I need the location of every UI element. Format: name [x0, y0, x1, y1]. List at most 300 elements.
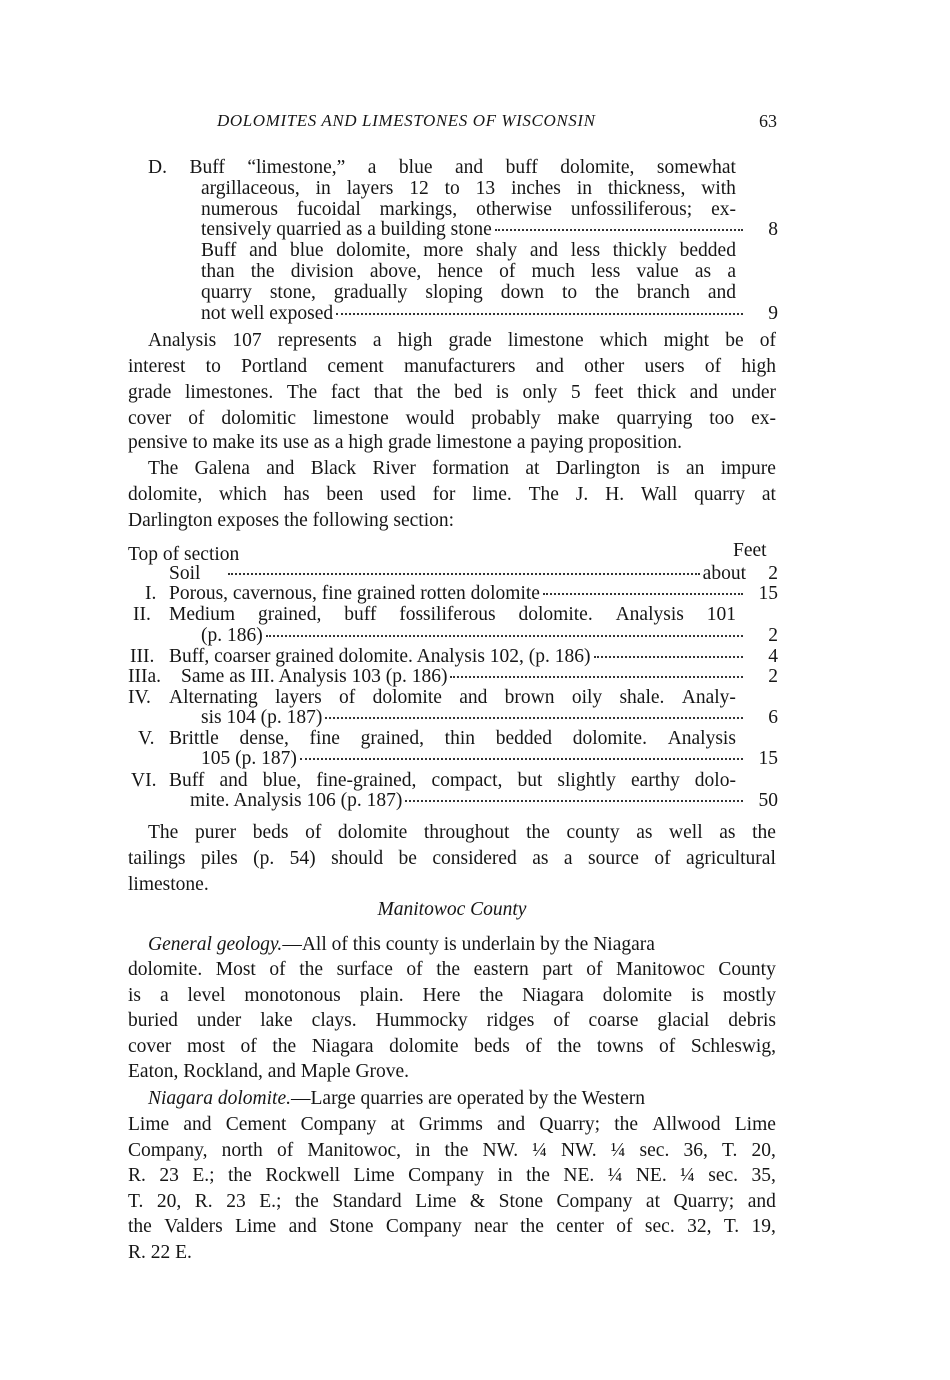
word: of — [586, 959, 603, 980]
word: would — [405, 408, 455, 429]
word: represents — [277, 330, 357, 351]
word: source — [587, 848, 639, 869]
word: “limestone,” — [247, 157, 346, 178]
word: dolomite. — [128, 959, 203, 980]
word: under — [196, 1010, 242, 1031]
word: at — [645, 1191, 660, 1212]
word: Allwood — [652, 1114, 721, 1135]
word: dolomite — [372, 687, 442, 708]
word: the — [479, 985, 504, 1006]
word: markings, — [379, 199, 458, 220]
feet-value: 8 — [768, 219, 778, 240]
word: fine — [309, 728, 340, 749]
word: of — [339, 687, 356, 708]
para5-line-2 — [128, 1114, 776, 1136]
table-row-iiia — [181, 666, 778, 688]
word: Company — [385, 1216, 462, 1237]
word: somewhat — [656, 157, 736, 178]
word: the — [436, 959, 461, 980]
word: of — [406, 959, 423, 980]
word: earthy — [631, 770, 680, 791]
word: purer — [194, 822, 237, 843]
word: the — [128, 1216, 152, 1237]
word: part — [542, 959, 573, 980]
word: Black — [310, 458, 357, 479]
word: debris — [728, 1010, 776, 1031]
word: the — [526, 1165, 550, 1186]
word: formation — [432, 458, 510, 479]
word: Company — [556, 1191, 633, 1212]
word: unfossiliferous; — [570, 199, 693, 220]
word: numerous — [201, 199, 278, 220]
row-text-continued: sis 104 (p. 187) — [201, 707, 323, 728]
word: bedded — [495, 728, 553, 749]
word: dolomite — [337, 822, 408, 843]
word: a — [367, 157, 377, 178]
word: sec. — [644, 1216, 675, 1237]
word: the — [228, 1165, 252, 1186]
table-row-v — [201, 748, 778, 770]
word: Analysis — [148, 330, 217, 351]
word: Portland — [241, 356, 308, 377]
word: Lime — [734, 1114, 776, 1135]
word: near — [474, 1216, 508, 1237]
word: throughout — [423, 822, 510, 843]
section-d-line-4: tensively quarried as a building stone — [201, 219, 492, 240]
word: Niagara — [311, 1036, 374, 1057]
word: NE. — [635, 1165, 667, 1186]
word: feet — [594, 382, 624, 403]
feet-value: 4 — [768, 646, 778, 667]
word: of — [499, 261, 516, 282]
word: ¼ — [680, 1165, 695, 1186]
dot-leader — [450, 676, 743, 678]
para1-line-5: pensive to make its use as a high grade limestone a paying proposition. — [128, 432, 683, 453]
para1-line-2 — [128, 356, 776, 378]
word: 12 — [409, 178, 429, 199]
word: dolomite, — [128, 484, 203, 505]
word: has — [283, 484, 310, 505]
word: the — [272, 1036, 297, 1057]
word: Lime — [415, 1191, 457, 1212]
word: Brittle — [169, 728, 219, 749]
row-numeral: VI. — [131, 770, 157, 791]
row-text-continued: mite. Analysis 106 (p. 187) — [190, 790, 403, 811]
word: other — [584, 356, 625, 377]
word: oily — [571, 687, 603, 708]
word: J. — [575, 484, 589, 505]
word: Company, — [128, 1140, 208, 1161]
word: to — [205, 356, 221, 377]
word: quarry — [694, 484, 746, 505]
para4-line-6: Eaton, Rockland, and Maple Grove. — [128, 1061, 410, 1082]
word: which — [219, 484, 267, 505]
word: 19, — [751, 1216, 776, 1237]
word: should — [331, 848, 384, 869]
dot-leader — [495, 229, 743, 231]
word: Manitowoc — [616, 959, 705, 980]
para4-heading: General geology. — [148, 934, 283, 955]
word: Niagara — [522, 985, 584, 1006]
word: fact — [330, 382, 361, 403]
word: most — [186, 1036, 225, 1057]
word: dolomite. — [518, 604, 593, 625]
word: Quarry; — [539, 1114, 601, 1135]
word: the — [752, 822, 776, 843]
word: and — [459, 687, 488, 708]
word: and — [249, 240, 278, 261]
word: 36, — [683, 1140, 708, 1161]
word: Quarry; — [673, 1191, 735, 1212]
word: cover — [128, 408, 172, 429]
word: Most — [215, 959, 256, 980]
word: and — [266, 458, 295, 479]
word: towns — [596, 1036, 644, 1057]
word: 101 — [706, 604, 736, 625]
para5-line-4 — [128, 1165, 776, 1187]
word: Buff — [201, 240, 237, 261]
word: dense, — [239, 728, 289, 749]
feet-value: 50 — [758, 790, 778, 811]
word: stone, — [269, 282, 316, 303]
word: as — [694, 261, 712, 282]
word: and — [535, 356, 564, 377]
word: the — [595, 282, 619, 303]
word: manufacturers — [403, 356, 516, 377]
word: high — [397, 330, 433, 351]
dot-leader — [266, 635, 743, 637]
word: argillaceous, — [201, 178, 300, 199]
row-numeral: IV. — [128, 687, 151, 708]
word: plain. — [359, 985, 404, 1006]
word: T. — [722, 1140, 738, 1161]
word: Galena — [194, 458, 250, 479]
word: lake — [260, 1010, 293, 1031]
word: The — [148, 458, 179, 479]
word: 107 — [232, 330, 262, 351]
word: but — [517, 770, 543, 791]
word: bed — [454, 382, 483, 403]
word: H. — [605, 484, 625, 505]
word: beds — [252, 822, 289, 843]
para2-line-3: Darlington exposes the following section: — [128, 510, 455, 531]
word: otherwise — [476, 199, 552, 220]
row-text: Buff, coarser grained dolomite. Analysis 102, (p. 186) — [169, 646, 591, 667]
word: is — [656, 458, 670, 479]
word: dolomite — [602, 985, 673, 1006]
word: of — [616, 1216, 633, 1237]
word: buried — [128, 1010, 178, 1031]
word: is — [690, 985, 704, 1006]
word: grained, — [257, 604, 322, 625]
word: Rockwell — [265, 1165, 341, 1186]
para4-line-1 — [148, 934, 776, 956]
para1-line-4 — [128, 408, 776, 430]
para5-heading: Niagara dolomite. — [148, 1088, 292, 1109]
word: and — [707, 282, 736, 303]
word: slightly — [557, 770, 616, 791]
row-numeral: II. — [133, 604, 151, 625]
word: an — [685, 458, 705, 479]
word: dolomite, — [336, 240, 411, 261]
word: The — [528, 484, 559, 505]
word: level — [187, 985, 226, 1006]
word: The — [148, 822, 179, 843]
word: piles — [200, 848, 238, 869]
word: under — [731, 382, 776, 403]
word: 23 — [226, 1191, 246, 1212]
feet-value: 6 — [768, 707, 778, 728]
para1-line-1 — [148, 330, 776, 352]
para2-line-1 — [148, 458, 776, 480]
word: of — [659, 1036, 676, 1057]
word: is — [495, 382, 509, 403]
feet-value: 2 — [768, 666, 778, 687]
section-d-row-building-stone — [201, 219, 778, 241]
word: the — [299, 959, 324, 980]
word: of — [704, 356, 722, 377]
word: dolo- — [694, 770, 736, 791]
word: of — [269, 959, 286, 980]
table-unit-feet: Feet — [733, 540, 767, 561]
section-d-line-8: not well exposed — [201, 303, 334, 324]
word: ridges — [486, 1010, 535, 1031]
para4-line-2 — [128, 959, 776, 981]
para4-line-3 — [128, 985, 776, 1007]
dot-leader — [228, 573, 699, 575]
word: E.; — [192, 1165, 215, 1186]
word: surface — [336, 959, 393, 980]
word: the — [526, 822, 550, 843]
word: Company — [408, 1165, 484, 1186]
section-d-line-5 — [201, 240, 736, 262]
word: division — [290, 261, 354, 282]
word: a — [727, 261, 736, 282]
word: blue, — [262, 770, 302, 791]
word: hence — [437, 261, 483, 282]
word: considered — [432, 848, 517, 869]
table-row-vi — [190, 790, 778, 812]
word: in — [497, 1165, 513, 1186]
word: dolomite. — [572, 728, 647, 749]
word: sec. — [708, 1165, 739, 1186]
para5-line-1 — [148, 1088, 776, 1110]
word: fine-grained, — [316, 770, 417, 791]
para4-line-5 — [128, 1036, 776, 1058]
word: thickly — [612, 240, 667, 261]
word: and — [288, 1216, 317, 1237]
word: inches — [511, 178, 561, 199]
word: might — [663, 330, 710, 351]
word: tailings — [128, 848, 186, 869]
word: branch — [636, 282, 690, 303]
para5-line-7: R. 22 E. — [128, 1242, 192, 1263]
running-header-title: DOLOMITES AND LIMESTONES OF WISCONSIN — [217, 111, 596, 130]
word: fossiliferous — [399, 604, 496, 625]
word: in — [315, 178, 331, 199]
word: cover — [128, 1036, 172, 1057]
para5-line-3 — [128, 1140, 776, 1162]
word: Buff — [169, 770, 205, 791]
word: interest — [128, 356, 186, 377]
word: blue — [398, 157, 433, 178]
word: a — [372, 330, 382, 351]
word: at — [525, 458, 540, 479]
word: 5 — [570, 382, 581, 403]
word: dolomite — [389, 1036, 459, 1057]
word: ex- — [751, 408, 776, 429]
word: The — [286, 382, 318, 403]
word: value — [636, 261, 679, 282]
word: thin — [444, 728, 476, 749]
word: eastern — [473, 959, 529, 980]
word: which — [599, 330, 648, 351]
word: be — [398, 848, 417, 869]
word: more — [423, 240, 464, 261]
word: only — [522, 382, 558, 403]
para4-text: —All of this county is underlain by the Niagara — [282, 934, 655, 955]
word: of — [654, 848, 671, 869]
word: Analy- — [681, 687, 736, 708]
word: and — [454, 157, 484, 178]
word: county — [566, 822, 620, 843]
dot-leader — [405, 800, 743, 802]
row-text-continued: (p. 186) — [201, 625, 263, 646]
word: fucoidal — [296, 199, 361, 220]
word: of — [188, 408, 205, 429]
word: make — [557, 408, 600, 429]
word: dolomitic — [221, 408, 297, 429]
word: and — [183, 1114, 212, 1135]
para3-line-3: limestone. — [128, 874, 209, 895]
word: impure — [720, 458, 776, 479]
word: clays. — [311, 1010, 357, 1031]
word: Darlington — [555, 458, 641, 479]
row-numeral: IIIa. — [128, 666, 162, 687]
word: the — [250, 261, 275, 282]
row-numeral: I. — [145, 583, 157, 604]
para2-line-2 — [128, 484, 776, 506]
section-d-line-6 — [201, 261, 736, 283]
word: dolomite, — [560, 157, 635, 178]
word: sec. — [639, 1140, 670, 1161]
word: at — [761, 484, 776, 505]
word: used — [380, 484, 416, 505]
word: of — [759, 330, 776, 351]
word: County — [718, 959, 776, 980]
word: Schleswig, — [690, 1036, 776, 1057]
word: Stone — [329, 1216, 374, 1237]
word: cement — [327, 356, 384, 377]
word: of — [553, 1010, 570, 1031]
word: with — [701, 178, 736, 199]
word: 20, — [751, 1140, 776, 1161]
word: Wall — [640, 484, 678, 505]
word: quarrying — [616, 408, 693, 429]
word: Manitowoc, — [307, 1140, 402, 1161]
word: and — [747, 1191, 776, 1212]
word: the — [416, 382, 441, 403]
word: ex- — [711, 199, 736, 220]
word: thickness, — [607, 178, 686, 199]
word: T. — [723, 1216, 740, 1237]
word: glacial — [657, 1010, 710, 1031]
word: mostly — [722, 985, 776, 1006]
word: Analysis — [615, 604, 684, 625]
word: Company — [300, 1114, 377, 1135]
word: R. — [194, 1191, 213, 1212]
word: ¼ — [607, 1165, 623, 1186]
row-text — [169, 728, 736, 750]
word: E.; — [259, 1191, 282, 1212]
word: as — [532, 848, 549, 869]
word: lime. — [472, 484, 512, 505]
word: beds — [474, 1036, 510, 1057]
word: compact, — [431, 770, 503, 791]
county-heading: Manitowoc County — [377, 899, 527, 920]
feet-value: 2 — [768, 563, 778, 584]
word: as — [719, 822, 736, 843]
row-text — [169, 604, 736, 626]
word: the — [614, 1114, 639, 1135]
word: 54) — [289, 848, 316, 869]
table-row-ii — [201, 625, 778, 647]
word: and — [529, 240, 559, 261]
word: blue — [290, 240, 324, 261]
word: 35, — [751, 1165, 776, 1186]
page-number: 63 — [759, 111, 777, 131]
word: grade — [448, 330, 492, 351]
row-text: Same as III. Analysis 103 (p. 186) — [181, 666, 448, 687]
word: 23 — [159, 1165, 179, 1186]
word: agricultural — [685, 848, 776, 869]
word: down — [500, 282, 545, 303]
word: been — [326, 484, 364, 505]
word: at — [390, 1114, 405, 1135]
word: ¼ — [610, 1140, 626, 1161]
word: and — [497, 1114, 526, 1135]
word: sloping — [425, 282, 483, 303]
word: grade — [128, 382, 172, 403]
word: Lime — [235, 1216, 277, 1237]
dot-leader — [325, 717, 743, 719]
word: (p. — [253, 848, 275, 869]
word: limestones. — [184, 382, 274, 403]
para5-line-5 — [128, 1191, 776, 1213]
word: gradually — [333, 282, 408, 303]
word: layers — [275, 687, 322, 708]
feet-value: 2 — [768, 625, 778, 646]
word: grained, — [360, 728, 424, 749]
word: bedded — [679, 240, 736, 261]
word: Stone — [498, 1191, 544, 1212]
soil-label: Soil — [169, 563, 201, 584]
word: too — [709, 408, 735, 429]
word: Valders — [164, 1216, 223, 1237]
word: and — [219, 770, 248, 791]
word: brown — [504, 687, 555, 708]
word: to — [444, 178, 460, 199]
word: than — [201, 261, 235, 282]
table-row-i — [169, 583, 778, 605]
word: D. — [148, 157, 167, 178]
dot-leader — [543, 593, 743, 595]
word: as — [636, 822, 653, 843]
word: River — [372, 458, 416, 479]
word: T. — [128, 1191, 144, 1212]
word: less — [591, 261, 621, 282]
word: Lime — [128, 1114, 170, 1135]
